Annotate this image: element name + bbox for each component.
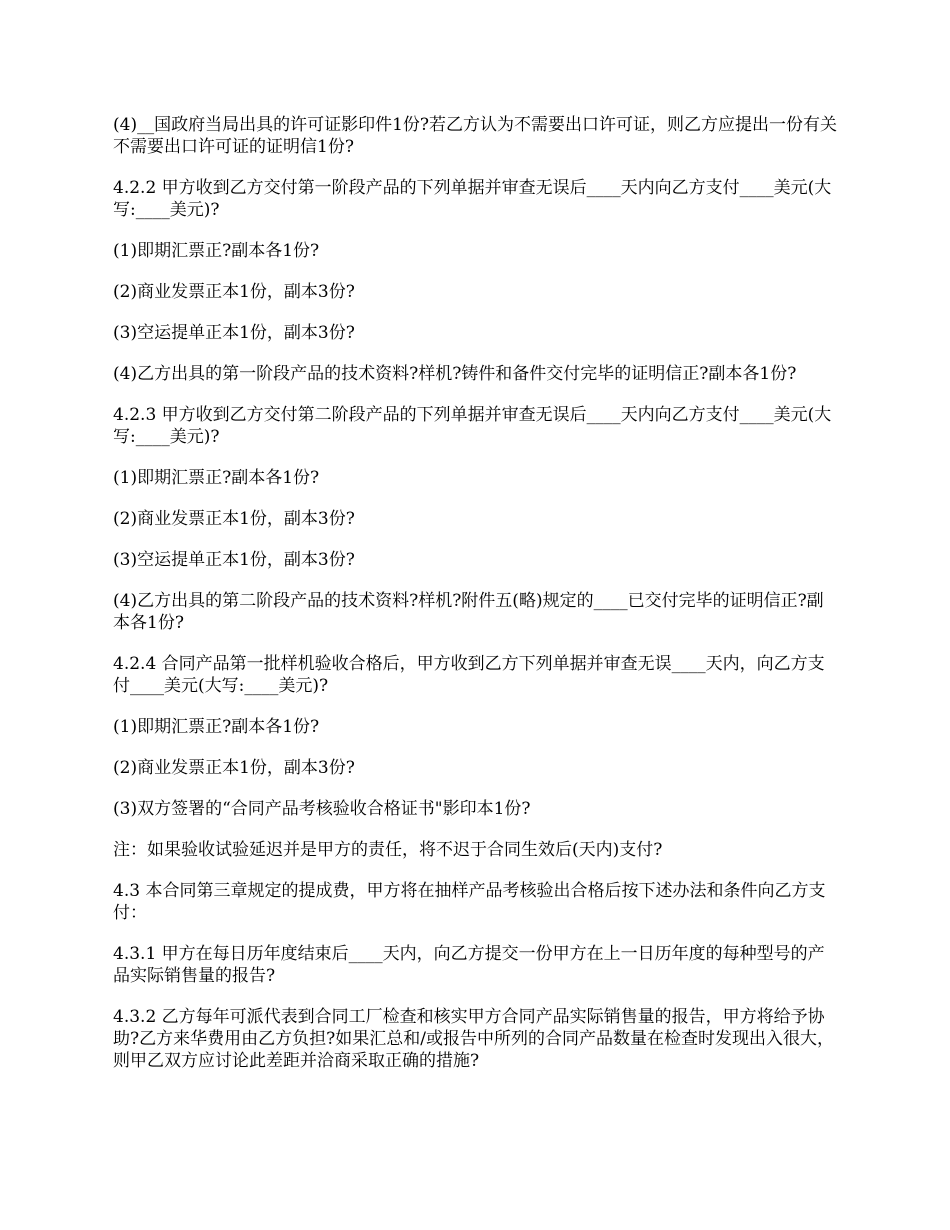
paragraph-note: 注：如果验收试验延迟并是甲方的责任，将不迟于合同生效后(天内)支付? [113, 840, 663, 860]
paragraph-4-3: 4.3 本合同第三章规定的提成费，甲方将在抽样产品考核验出合格后按下述办法和条件向乙方支付： [113, 881, 826, 923]
paragraph-4-2-4-item-3: (3)双方签署的“合同产品考核验收合格证书"影印本1份? [113, 799, 531, 819]
paragraph-4-2-2: 4.2.2 甲方收到乙方交付第一阶段产品的下列单据并审查无误后____天内向乙方支付____美元(大写:____美元)? [113, 178, 832, 220]
paragraph-4-2-2-item-2: (2)商业发票正本1份，副本3份? [113, 282, 355, 302]
paragraph-4-2-2-item-1: (1)即期汇票正?副本各1份? [113, 241, 320, 261]
document-page [113, 114, 837, 1091]
paragraph-4-2-3-item-4: (4)乙方出具的第二阶段产品的技术资料?样机?附件五(略)规定的____已交付完毕的证明信正?副本各1份? [113, 591, 824, 633]
paragraph-4-2-4: 4.2.4 合同产品第一批样机验收合格后，甲方收到乙方下列单据并审查无误____天内，向乙方支付____美元(大写:____美元)? [113, 654, 825, 696]
paragraph-4-permit-copy: (4)__国政府当局出具的许可证影印件1份?若乙方认为不需要出口许可证，则乙方应提出一份有关不需要出口许可证的证明信1份? [113, 115, 838, 157]
paragraph-4-2-3: 4.2.3 甲方收到乙方交付第二阶段产品的下列单据并审查无误后____天内向乙方支付____美元(大写:____美元)? [113, 405, 832, 447]
paragraph-4-3-2: 4.3.2 乙方每年可派代表到合同工厂检查和核实甲方合同产品实际销售量的报告，甲方将给予协助?乙方来华费用由乙方负担?如果汇总和/或报告中所列的合同产品数量在检查时发现出入很大，则甲乙双方应讨论此差距并洽商采取正确的措施? [113, 1007, 834, 1071]
paragraph-4-2-2-item-4: (4)乙方出具的第一阶段产品的技术资料?样机?铸件和备件交付完毕的证明信正?副本各1份? [113, 364, 797, 384]
paragraph-4-2-3-item-3: (3)空运提单正本1份，副本3份? [113, 550, 355, 570]
paragraph-4-2-3-item-2: (2)商业发票正本1份，副本3份? [113, 509, 355, 529]
paragraph-4-2-3-item-1: (1)即期汇票正?副本各1份? [113, 468, 320, 488]
paragraph-4-2-4-item-2: (2)商业发票正本1份，副本3份? [113, 758, 355, 778]
paragraph-4-2-4-item-1: (1)即期汇票正?副本各1份? [113, 717, 320, 737]
paragraph-4-3-1: 4.3.1 甲方在每日历年度结束后____天内，向乙方提交一份甲方在上一日历年度的每种型号的产品实际销售量的报告? [113, 944, 825, 986]
paragraph-4-2-2-item-3: (3)空运提单正本1份，副本3份? [113, 323, 355, 343]
